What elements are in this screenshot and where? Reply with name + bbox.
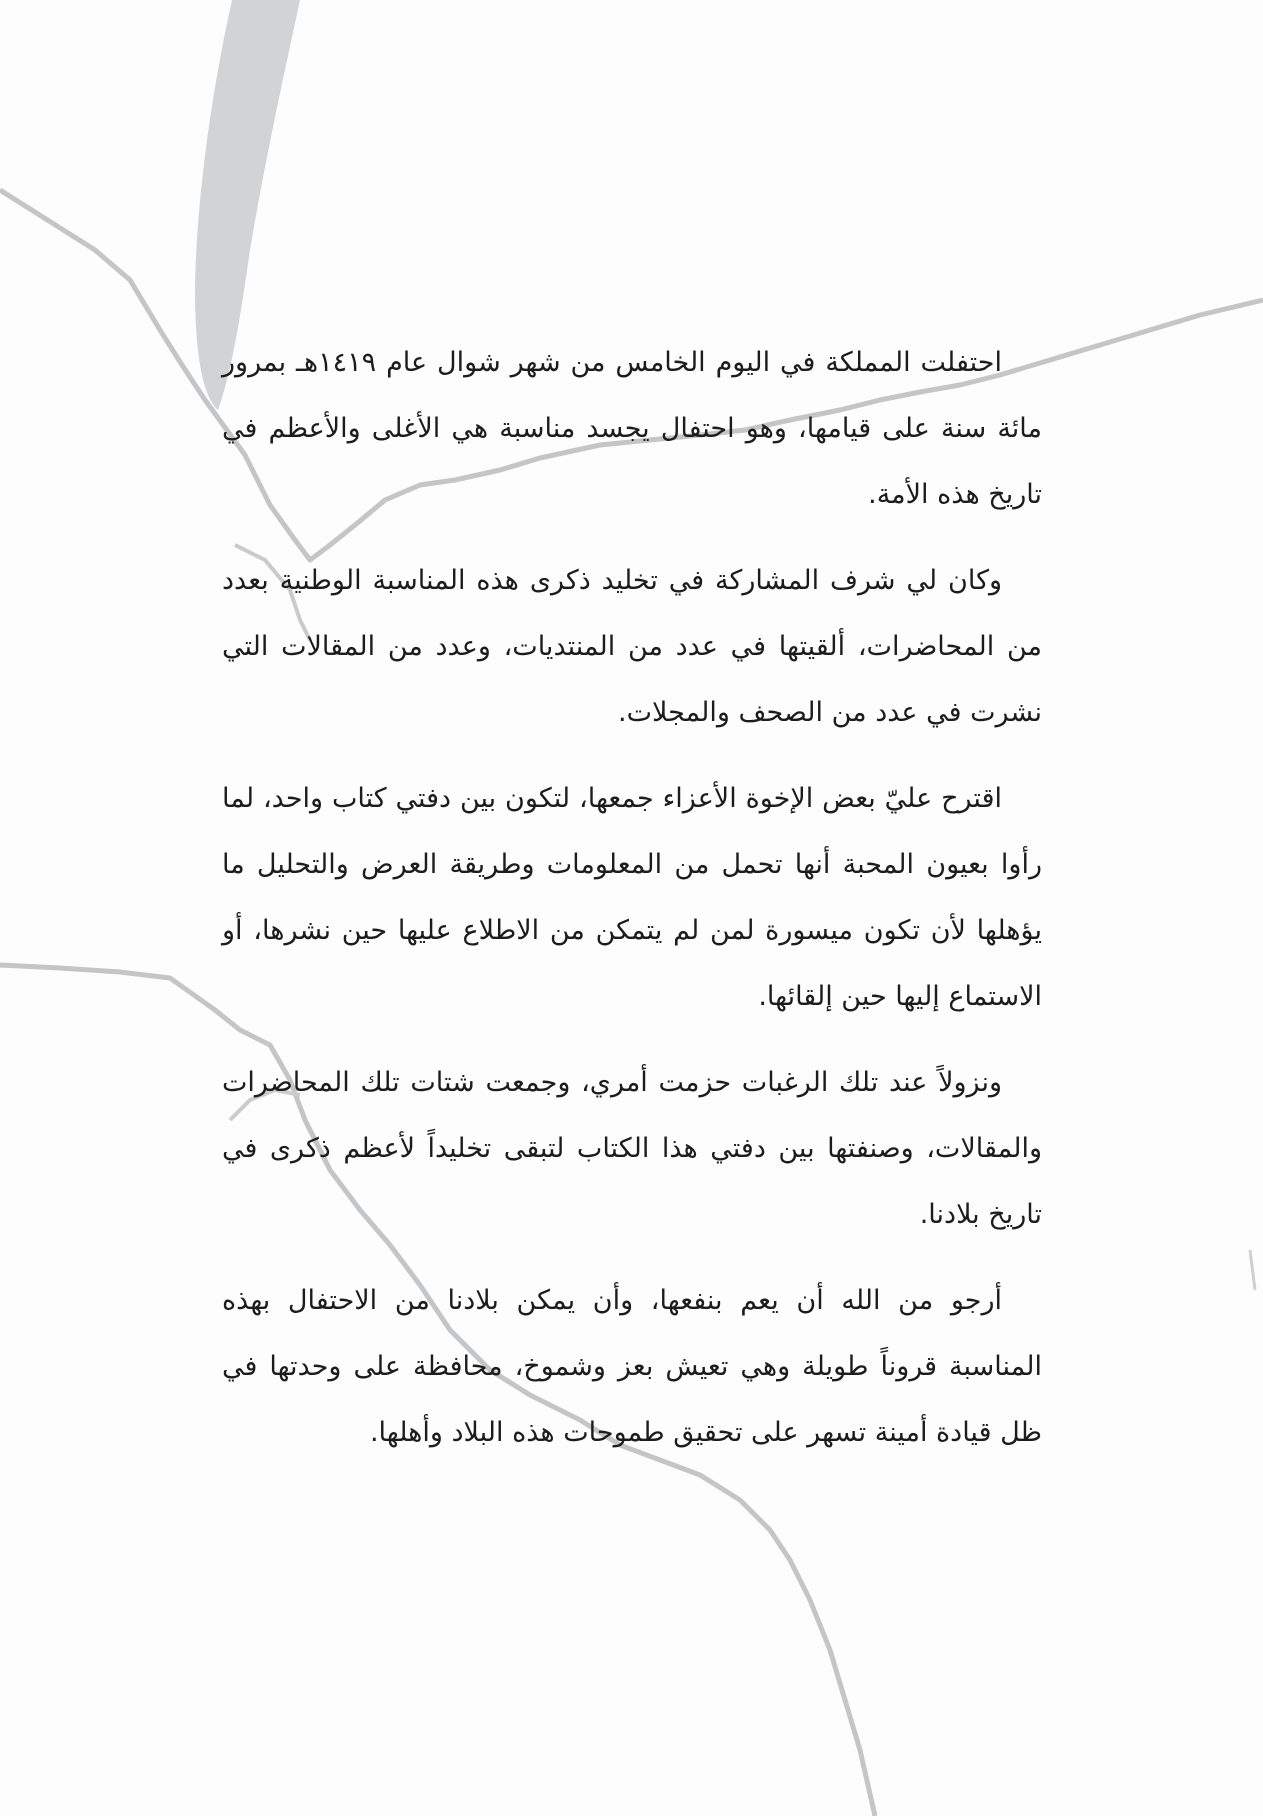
paragraph-3: اقترح عليّ بعض الإخوة الأعزاء جمعها، لتكون بين دفتي كتاب واحد، لما رأوا بعيون المحبة أنها تحمل من المعلومات وطريقة العرض والتحليل ما يؤهلها لأن تكون ميسورة لمن لم يتمكن من الاطلاع عليها حين نشرها، أو الاستماع إليها حين إلقائها. <box>222 783 1042 1012</box>
body-text <box>222 330 1042 1486</box>
paragraph-2: وكان لي شرف المشاركة في تخليد ذكرى هذه المناسبة الوطنية بعدد من المحاضرات، ألقيتها في عدد من المنتديات، وعدد من المقالات التي نشرت في عدد من الصحف والمجلات. <box>222 565 1042 728</box>
border-line <box>1250 1250 1255 1290</box>
paragraph-1: احتفلت المملكة في اليوم الخامس من شهر شوال عام ١٤١٩هـ بمرور مائة سنة على قيامها، وهو احتفال يجسد مناسبة هي الأغلى والأعظم في تاريخ هذه الأمة. <box>222 347 1042 510</box>
paragraph-4: ونزولاً عند تلك الرغبات حزمت أمري، وجمعت شتات تلك المحاضرات والمقالات، وصنفتها بين دفتي هذا الكتاب لتبقى تخليداً لأعظم ذكرى في تاريخ بلادنا. <box>222 1067 1042 1230</box>
paragraph-5: أرجو من الله أن يعم بنفعها، وأن يمكن بلادنا من الاحتفال بهذه المناسبة قروناً طويلة وهي تعيش بعز وشموخ، محافظة على وحدتها في ظل قيادة أمينة تسهر على تحقيق طموحات هذه البلاد وأهلها. <box>222 1285 1042 1448</box>
